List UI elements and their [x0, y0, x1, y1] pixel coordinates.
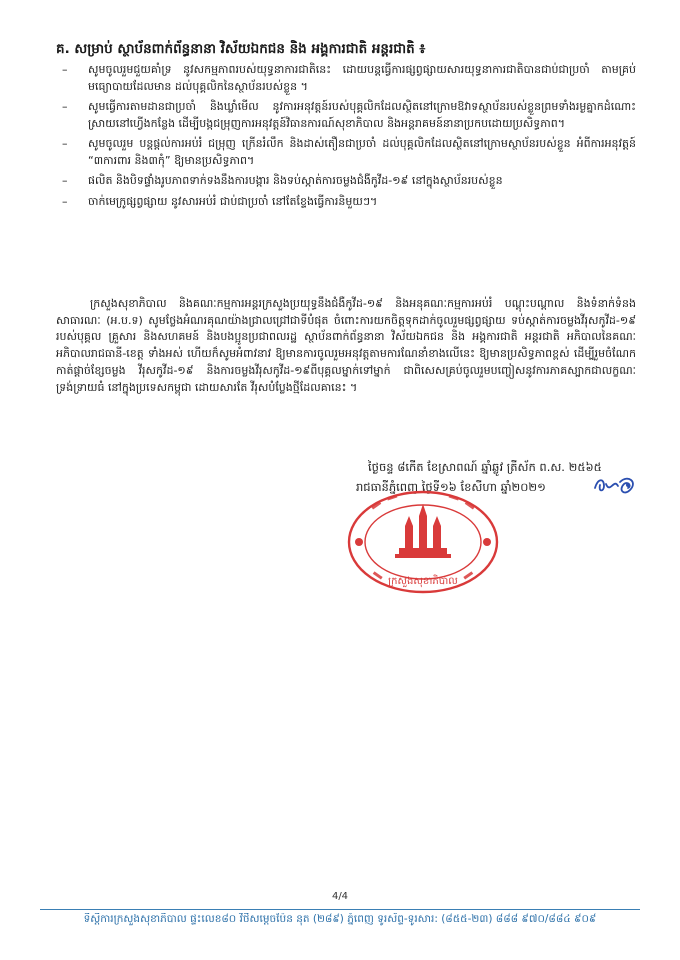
bullet-dash: –: [62, 63, 68, 76]
list-item-text: សូមចូលរួមជួយគាំទ្រ នូវសកម្មភាពរបស់យុទ្ធនាការជាតិនេះ ដោយបន្តធ្វើការផ្សព្វផ្សាយសារយុទ្ធនាការជាតិបានជាប់ជាប្រចាំ តាមគ្រប់មធ្យោបាយដែលមាន ដល់បុគ្គលិកនៃស្ថាប័នរបស់ខ្លួន ។: [88, 63, 636, 93]
list-item-text: សូមចូលរួម បន្តផ្តល់ការអប់រំ ជម្រុញ ក្រើនរំលឹក និងដាស់តឿនជាប្រចាំ ដល់បុគ្គលិកដែលស្ថិតនៅក្រោមស្ថាប័នរបស់ខ្លួន អំពីការអនុវត្តន៍ “៣ការពារ និង៣កុំ” ឱ្យមានប្រសិទ្ធភាព។: [88, 137, 636, 167]
bullet-dash: –: [62, 137, 68, 150]
list-item-text: ផលិត និងបិទផ្ទាំងរូបភាពទាក់ទងនឹងការបង្ការ និងទប់ស្កាត់ការចម្លងជំងឺកូវីដ-១៩ នៅក្នុងស្ថាប័នរបស់ខ្លួន: [88, 174, 503, 187]
signature-mark: [592, 472, 638, 498]
footer-address: ទីស្តីការក្រសួងសុខាភិបាល ផ្ទះលេខ៨០ វិថីសម្តេចប៉ែន នុត (២៨៩) ភ្នំពេញ ទូរស័ព្ទ-ទូរសារ: (៨៥៥-២៣) ៨៨៨ ៩៧០/៨៨៤ ៩០៩: [83, 913, 597, 925]
bullet-dash: –: [62, 194, 68, 208]
list-item: [46, 173, 636, 190]
bullet-dash: –: [62, 174, 68, 187]
list-item: [46, 194, 636, 211]
list-item-text: ចាក់មេក្រូផ្សព្វផ្សាយ នូវសារអប់រំ ជាប់ជាប្រចាំ នៅតែខ្ទែងធ្វើការនិមួយៗ។: [88, 194, 378, 208]
recommendation-list: [46, 62, 636, 214]
page-number: 4/4: [331, 891, 349, 902]
lunar-date: ថ្ងៃចន្ទ ៨កើត ខែស្រាពណ៍ ឆ្នាំឆ្លូវ ត្រីស័ក ព.ស. ២៥៦៥: [368, 460, 602, 474]
seal-label: ក្រសួងសុខាភិបាល: [388, 576, 458, 587]
bullet-dash: –: [62, 100, 68, 113]
list-item: [46, 136, 636, 169]
solar-date: រាជធានីភ្នំពេញ ថ្ងៃទី១៦ ខែសីហា ឆ្នាំ២០២១: [356, 480, 546, 494]
footer-divider: [40, 909, 640, 910]
acknowledgement-paragraph: ក្រសួងសុខាភិបាល និងគណៈកម្មការអន្តរក្រសួងប្រយុទ្ធនឹងជំងឺកូវីដ-១៩ និងអនុគណៈកម្មការអប់រំ បណ្តុះបណ្តាល និងទំនាក់ទំនងសាធារណៈ (អ.ប.ទ) សូមថ្លែងអំណរគុណយ៉ាងជ្រាលជ្រៅជាទីបំផុត ចំពោះការយកចិត្តទុកដាក់ចូលរួមផ្សព្វផ្សាយ ទប់ស្កាត់ការចម្លងវីរុសកូវីដ-១៩ របស់បុគ្គល គ្រួសារ និងសហគមន៍ និងបងប្អូនប្រជាពលរដ្ឋ ស្ថាប័នពាក់ព័ន្ធនានា វិស័យឯកជន និង អង្គការជាតិ អន្តរជាតិ អភិបាលនៃគណៈអភិបាលរាជធានី-ខេត្ត ទាំងអស់ ហើយក៏សូមអំពាវនាវ ឱ្យមានការចូលរួមអនុវត្តតាមការណែនាំខាងលើនេះ ឱ្យមានប្រសិទ្ធភាពខ្ពស់ ដើម្បីរួមចំណែក កាត់ផ្តាច់ខ្សែចម្លង វីរុសកូវីដ-១៩ និងការចម្លងវីរុសកូវីដ-១៩ពីបុគ្គលម្នាក់ទៅម្នាក់ ជាពិសេសគ្រប់ចូលរួមបញ្ចៀសនូវការភាគស្បាកជាលក្ខណៈទ្រង់ទ្រាយធំ នៅក្នុងប្រទេសកម្ពុជា ដោយសារតែ វីរុសបំប្លែងថ្មីដែលគានេះ ។: [56, 297, 636, 394]
list-item: [46, 99, 636, 132]
ministry-seal: [343, 486, 503, 598]
list-item-text: សូមធ្វើការតាមដានជាប្រចាំ និងឃ្លាំមើល នូវការអនុវត្តន៍របស់បុគ្គលិកដែលស្ថិតនៅក្រោមឱវាទស្ថាប័នរបស់ខ្លួនព្រមទាំងរម្ងគ្នាកដំណោះស្រាយនៅហ្វើងកន្លែង ដើម្បីបង្កជម្រុញការអនុវត្តន៍វិធានការណ៍សុខាភិបាល និងអន្តរាគមន៍នានាប្រកបដោយប្រសិទ្ធភាព។: [88, 100, 636, 130]
section-heading: គ. សម្រាប់ ស្ថាប័នពាក់ព័ន្ធនានា វិស័យឯកជន និង អង្គការជាតិ អន្តរជាតិ ៖: [56, 41, 426, 57]
list-item: [46, 62, 636, 95]
